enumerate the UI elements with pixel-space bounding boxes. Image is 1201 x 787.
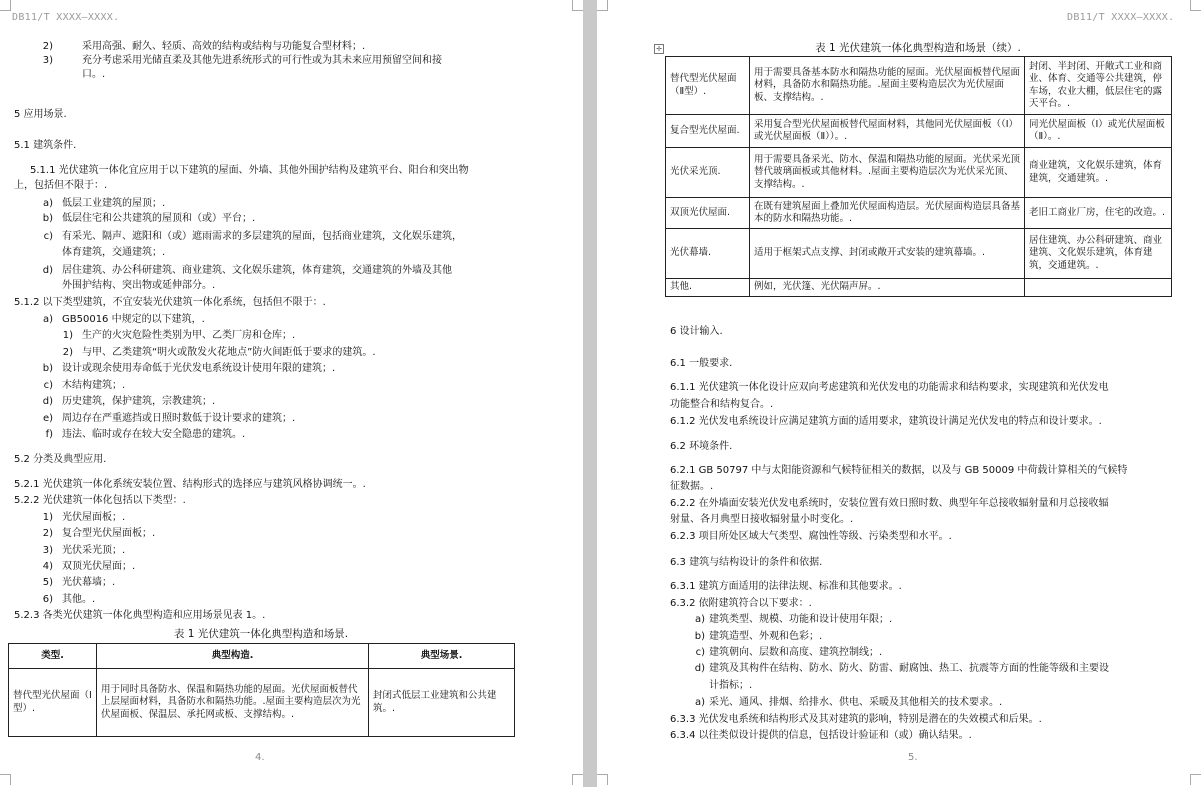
table-move-handle-icon[interactable]: ✛ <box>654 44 664 54</box>
table-cell-scenario: 封闭、半封闭、开敞式工业和商业、体育、交通等公共建筑，停车场，农业大棚，低层住宅的露天平台。. <box>1025 57 1172 115</box>
text-line-content: 5.2.1 光伏建筑一体化系统安装位置、结构形式的选择应与建筑风格协调统一。. <box>14 479 366 490</box>
crop-mark <box>0 0 11 11</box>
table-row <box>9 669 515 737</box>
text-line-content: 周边存在严重遮挡或日照时数低于设计要求的建筑；. <box>62 413 296 424</box>
text-line-content: 计指标；. <box>709 680 753 691</box>
table-cell-type: 其他. <box>666 279 750 297</box>
text-line-content: 木结构建筑；. <box>62 380 126 391</box>
table-header-cell: 类型. <box>9 644 97 669</box>
list-marker: c) <box>695 647 705 658</box>
table-cell-scenario: 老旧工商业厂房，住宅的改造。. <box>1025 198 1172 229</box>
table-cell-type: 光伏幕墙. <box>666 229 750 279</box>
text-line-content: 充分考虑采用光储直柔及其他先进系统形式的可行性或为其未来应用预留空间和接 <box>82 55 442 66</box>
list-marker: d) <box>694 663 705 674</box>
text-line-content: 违法、临时或存在较大安全隐患的建筑。. <box>62 429 246 440</box>
text-line-content: 5.2.3 各类光伏建筑一体化典型构造和应用场景见表 1。. <box>14 610 266 621</box>
text-line-content: 采用高强、耐久、轻质、高效的结构或结构与功能复合型材料；. <box>82 41 366 52</box>
list-marker: 4) <box>42 561 53 572</box>
text-line-content: 双顶光伏屋面；. <box>62 561 136 572</box>
table-cell-scenario: 封闭式低层工业建筑和公共建筑。. <box>369 669 515 737</box>
crop-mark <box>597 774 608 785</box>
list-marker: b) <box>42 213 53 224</box>
page-gutter <box>583 0 597 787</box>
table-1 <box>8 643 515 737</box>
document-page-5 <box>597 0 1201 787</box>
table-row <box>666 115 1172 148</box>
crop-mark <box>1190 774 1201 785</box>
table-cell-type: 双顶光伏屋面. <box>666 198 750 229</box>
text-line-content: 功能整合和结构复合。. <box>670 399 774 410</box>
text-line-content: 6.1 一般要求. <box>670 358 733 369</box>
text-line-content: 6.3.4 以往类似设计提供的信息，包括设计验证和（或）确认结果。. <box>670 730 972 741</box>
page-number: 5. <box>908 752 918 763</box>
list-marker: d) <box>42 265 53 276</box>
table-1-continued <box>665 56 1172 297</box>
list-marker: c) <box>43 380 53 391</box>
text-line-content: 有采光、隔声、遮阳和（或）遮雨需求的多层建筑的屋面，包括商业建筑，文化娱乐建筑， <box>62 231 462 242</box>
text-line-content: 复合型光伏屋面板；. <box>62 528 156 539</box>
text-line-content: 6.1.2 光伏发电系统设计应满足建筑方面的适用要求，建筑设计满足光伏发电的特点和设计要求。. <box>670 416 1102 427</box>
list-marker: 2) <box>42 41 53 52</box>
text-line-content: 射量、各月典型日接收辐射量小时变化。. <box>670 514 854 525</box>
list-marker: b) <box>42 363 53 374</box>
text-line-content: 生产的火灾危险性类别为甲、乙类厂房和仓库；. <box>82 330 296 341</box>
list-marker: 6) <box>42 594 53 605</box>
text-line-content: 6.2.3 项目所处区域大气类型、腐蚀性等级、污染类型和水平。. <box>670 531 952 542</box>
text-line-content: 建筑造型、外观和色彩；. <box>709 631 823 642</box>
text-line-content: 建筑及其构件在结构、防水、防火、防雷、耐腐蚀、热工、抗震等方面的性能等级和主要设 <box>709 663 1109 674</box>
table-cell-construction: 用于需要具备采光、防水、保温和隔热功能的屋面。光伏采光顶替代玻璃面板或其他材料。.屋面主要构造层次为光伏采光顶、支撑结构。. <box>750 148 1025 198</box>
table-cell-construction: 采用复合型光伏屋面板替代屋面材料，其他同光伏屋面板（（Ⅰ）或光伏屋面板（Ⅱ））。. <box>750 115 1025 148</box>
text-line-content: 5.1.1 光伏建筑一体化宜应用于以下建筑的屋面、外墙、其他外围护结构及建筑平台、阳台和突出物 <box>30 165 469 176</box>
table-cell-construction: 适用于框架式点支撑、封闭或敞开式安装的建筑幕墙。. <box>750 229 1025 279</box>
table-cell-construction: 用于同时具备防水、保温和隔热功能的屋面。光伏屋面板替代上层屋面材料，具备防水和隔热功能。.屋面主要构造层次为光伏屋面板、保温层、承托网或板、支撑结构。. <box>97 669 369 737</box>
text-line-content: 征数据。. <box>670 481 714 492</box>
table-cell-scenario: 居住建筑、办公科研建筑、商业建筑、文化娱乐建筑，体育建筑，交通建筑。. <box>1025 229 1172 279</box>
table-cell-type: 替代型光伏屋面（Ⅱ型）. <box>666 57 750 115</box>
text-line-content: 6.3.3 光伏发电系统和结构形式及其对建筑的影响，特别是潜在的失效模式和后果。. <box>670 714 1042 725</box>
text-line-content: 低层工业建筑的屋顶；. <box>62 198 166 209</box>
list-marker: f) <box>45 429 53 440</box>
page-header: DB11/T XXXX—XXXX. <box>12 12 120 23</box>
crop-mark <box>0 774 11 785</box>
page-number: 4. <box>255 752 265 763</box>
list-marker: a) <box>42 314 53 325</box>
text-line-content: 体育建筑，交通建筑；. <box>62 247 166 258</box>
list-marker: 3) <box>42 55 53 66</box>
text-line-content: 外围护结构、突出物或延伸部分。. <box>62 280 216 291</box>
text-line-content: 6.1.1 光伏建筑一体化设计应双向考虑建筑和光伏发电的功能需求和结构要求，实现建筑和光伏发电 <box>670 382 1109 393</box>
table-cell-type: 复合型光伏屋面. <box>666 115 750 148</box>
text-line-content: 6.3 建筑与结构设计的条件和依据. <box>670 557 823 568</box>
table-cell-type: 光伏采光顶. <box>666 148 750 198</box>
text-line-content: 5 应用场景. <box>14 109 67 120</box>
table-header-cell: 典型场景. <box>369 644 515 669</box>
text-line-content: 采光、通风、排烟、给排水、供电、采暖及其他相关的技术要求。. <box>709 697 1003 708</box>
text-line-content: 设计或现余使用寿命低于光伏发电系统设计使用年限的建筑；. <box>62 363 336 374</box>
document-page-4 <box>0 0 583 787</box>
text-line-content: 5.2.2 光伏建筑一体化包括以下类型：. <box>14 495 186 506</box>
text-line-content: 建筑朝向、层数和高度、建筑控制线；. <box>709 647 883 658</box>
list-marker: d) <box>42 396 53 407</box>
list-marker: 5) <box>42 577 53 588</box>
table-row <box>666 148 1172 198</box>
crop-mark <box>572 774 583 785</box>
table-cell-scenario: 商业建筑，文化娱乐建筑，体育建筑，交通建筑。. <box>1025 148 1172 198</box>
page-header: DB11/T XXXX—XXXX. <box>1067 12 1175 23</box>
text-line-content: 5.2 分类及典型应用. <box>14 454 107 465</box>
text-line-content: 与甲、乙类建筑“明火或散发火花地点”防火间距低于要求的建筑。. <box>82 347 376 358</box>
text-line-content: 6.2.2 在外墙面安装光伏发电系统时，安装位置有效日照时数、典型年年总接收辐射量和月总接收辐 <box>670 498 1109 509</box>
text-line-content: 6.2 环境条件. <box>670 441 733 452</box>
list-marker: 2) <box>42 528 53 539</box>
text-line-content: 光伏屋面板；. <box>62 512 126 523</box>
table-cell-construction: 在既有建筑屋面上叠加光伏屋面构造层。光伏屋面构造层具备基本的防水和隔热功能。. <box>750 198 1025 229</box>
text-line-content: 其他。. <box>62 594 96 605</box>
table-caption: 表 1 光伏建筑一体化典型构造和场景（续）. <box>815 42 1021 54</box>
list-marker: 2) <box>62 347 73 358</box>
list-marker: 3) <box>42 545 53 556</box>
list-marker: a) <box>694 614 705 625</box>
table-header-cell: 典型构造. <box>97 644 369 669</box>
text-line-content: 5.1 建筑条件. <box>14 140 77 151</box>
text-line-content: 口。. <box>82 69 106 80</box>
list-marker: b) <box>694 631 705 642</box>
text-line-content: 低层住宅和公共建筑的屋顶和（或）平台；. <box>62 213 256 224</box>
text-line-content: 历史建筑，保护建筑，宗教建筑；. <box>62 396 216 407</box>
crop-mark <box>597 0 608 11</box>
list-marker: 1) <box>62 330 73 341</box>
crop-mark <box>572 0 583 11</box>
table-row <box>666 57 1172 115</box>
table-cell-construction: 例如，光伏篷、光伏隔声屏。. <box>750 279 1025 297</box>
text-line-content: 光伏采光顶；. <box>62 545 126 556</box>
text-line-content: 6.3.2 依附建筑符合以下要求：. <box>670 598 812 609</box>
table-cell-scenario <box>1025 279 1172 297</box>
text-line-content: 6 设计输入. <box>670 326 723 337</box>
table-cell-type: 替代型光伏屋面（Ⅰ型）. <box>9 669 97 737</box>
table-row <box>666 198 1172 229</box>
list-marker: e) <box>42 413 53 424</box>
list-marker: c) <box>43 231 53 242</box>
list-marker: a) <box>694 697 705 708</box>
text-line-content: 居住建筑、办公科研建筑、商业建筑、文化娱乐建筑，体育建筑，交通建筑的外墙及其他 <box>62 265 452 276</box>
text-line-content: GB50016 中规定的以下建筑，. <box>62 314 205 325</box>
crop-mark <box>1190 0 1201 11</box>
text-line-content: 上，包括但不限于：. <box>14 180 108 191</box>
table-row <box>666 279 1172 297</box>
table-caption: 表 1 光伏建筑一体化典型构造和场景. <box>173 628 349 640</box>
text-line-content: 光伏幕墙；. <box>62 577 116 588</box>
table-row <box>666 229 1172 279</box>
list-marker: a) <box>42 198 53 209</box>
table-cell-construction: 用于需要具备基本防水和隔热功能的屋面。光伏屋面板替代屋面材料，具备防水和隔热功能。.屋面主要构造层次为光伏屋面板、支撑结构。. <box>750 57 1025 115</box>
table-header-row <box>9 644 515 669</box>
text-line-content: 5.1.2 以下类型建筑，不宜安装光伏建筑一体化系统，包括但不限于：. <box>14 297 326 308</box>
list-marker: 1) <box>42 512 53 523</box>
text-line-content: 6.3.1 建筑方面适用的法律法规、标准和其他要求。. <box>670 581 902 592</box>
text-line-content: 6.2.1 GB 50797 中与太阳能资源和气候特征相关的数据，以及与 GB 50009 中荷载计算相关的气候特 <box>670 465 1128 476</box>
table-cell-scenario: 同光伏屋面板（Ⅰ）或光伏屋面板（Ⅱ）。. <box>1025 115 1172 148</box>
text-line-content: 建筑类型、规模、功能和设计使用年限；. <box>709 614 893 625</box>
